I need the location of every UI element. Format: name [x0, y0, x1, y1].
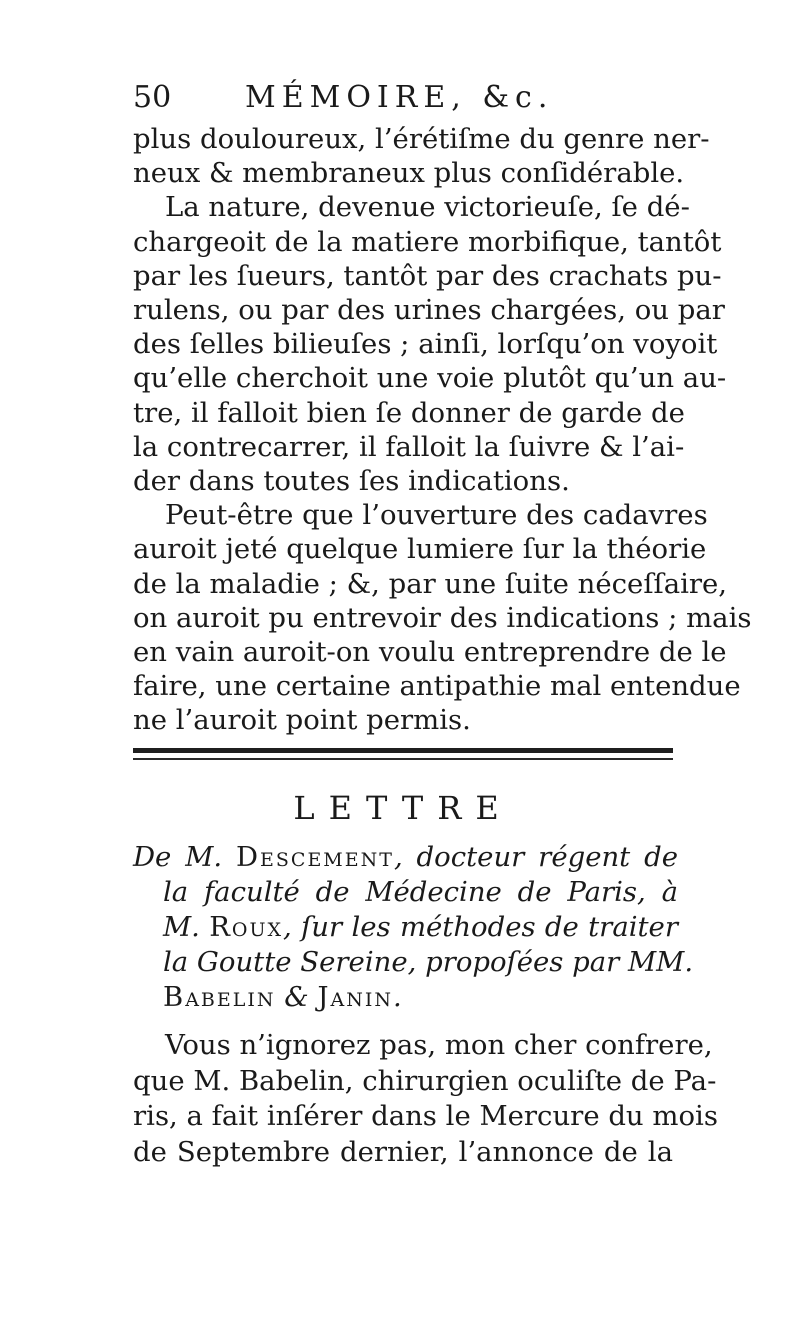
text-line: on auroit pu entrevoir des indications ; mais — [133, 601, 752, 634]
text-line: rulens, ou par des urines chargées, ou par — [133, 294, 725, 327]
text-line: de Septembre dernier, l’annonce de la — [133, 1135, 673, 1168]
letter-address — [133, 840, 694, 1015]
text-line: tre, il falloit bien ſe donner de garde de — [133, 396, 685, 429]
text-line: auroit jeté quelque lumiere ſur la théorie — [133, 533, 707, 566]
text-line: la contrecarrer, il falloit la ſuivre & l’ai- — [133, 430, 685, 463]
text-line: plus douloureux, l’érétiſme du genre ner- — [133, 123, 710, 155]
paragraph-start-line: La nature, devenue victorieuſe, ſe dé- — [165, 191, 690, 224]
address-line: la Goutte Sereine, propoſées par MM. — [163, 946, 694, 978]
recipient-name: Roux — [209, 911, 284, 943]
section-divider-thin — [133, 758, 673, 760]
text-line: de la maladie ; &, par une ſuite néceſſaire, — [133, 567, 728, 600]
address-line — [133, 840, 678, 875]
text-line: par les ſueurs, tantôt par des crachats pu- — [133, 259, 722, 292]
text-line: ris, a fait inſérer dans le Mercure du mois — [133, 1100, 718, 1132]
address-text: M. — [163, 911, 210, 943]
text-line: neux & membraneux plus conſidérable. — [133, 157, 685, 190]
address-text: & — [275, 981, 318, 1013]
text-line: chargeoit de la matiere morbifique, tantôt — [133, 225, 722, 258]
address-text: . — [393, 981, 402, 1013]
text-line: ne l’auroit point permis. — [133, 704, 471, 737]
text-line: en vain auroit-on voulu entreprendre de le — [133, 636, 727, 669]
address-text: , docteur régent de — [393, 841, 678, 873]
text-line: qu’elle cherchoit une voie plutôt qu’un au- — [133, 362, 727, 395]
address-line — [133, 910, 678, 945]
text-line: der dans toutes ſes indications. — [133, 465, 570, 498]
address-text: De M. — [133, 841, 236, 873]
text-line: faire, une certaine antipathie mal entendue — [133, 670, 741, 703]
running-head — [133, 78, 673, 118]
memoire-body — [133, 122, 752, 738]
letter-heading: LETTRE — [293, 789, 513, 827]
author-name: Descement — [235, 841, 394, 873]
paragraph-start-line: Vous n’ignorez pas, mon cher confrere, — [165, 1029, 713, 1061]
letter-body — [133, 1028, 718, 1170]
paragraph-start-line: Peut-être que l’ouverture des cadavres — [165, 499, 708, 532]
proposer-name: Janin — [317, 981, 393, 1013]
text-line: que M. Babelin, chirurgien oculiſte de Pa- — [133, 1064, 717, 1097]
proposer-name: Babelin — [163, 981, 276, 1013]
address-line: la faculté de Médecine de Paris, à — [163, 876, 678, 908]
address-line — [133, 980, 678, 1015]
running-title: MÉMOIRE, &c. — [245, 80, 554, 115]
address-text: , ſur les méthodes de traiter — [283, 911, 678, 943]
page-number: 50 — [133, 80, 172, 115]
section-divider-thick — [133, 748, 673, 753]
text-line: des ſelles bilieuſes ; ainſi, lorſqu’on voyoit — [133, 328, 718, 361]
